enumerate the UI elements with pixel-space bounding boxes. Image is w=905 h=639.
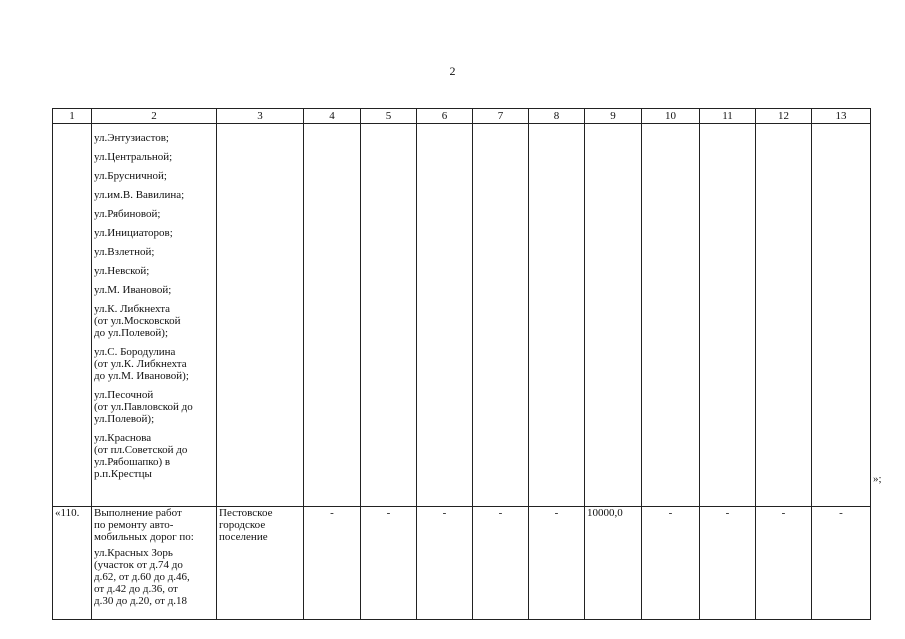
column-header-6: 6	[417, 109, 473, 124]
page-number: 2	[449, 64, 456, 78]
table-cell	[304, 124, 361, 507]
column-header-5: 5	[361, 109, 417, 124]
street-item: ул.Рябиновой;	[94, 208, 161, 220]
table-cell	[700, 124, 756, 507]
table-row	[53, 124, 871, 507]
value-cell: -	[756, 507, 812, 620]
street-item: ул.М. Ивановой;	[94, 284, 172, 296]
table-cell	[417, 124, 473, 507]
table-cell	[756, 124, 812, 507]
value-cell: -	[642, 507, 700, 620]
program-table	[52, 108, 871, 620]
row-number-cell	[53, 124, 92, 507]
work-detail: ул.Красных Зорь (участок от д.74 до д.62, от д.60 до д.46, от д.42 до д.36, от д.30 до д.20, от д.18	[94, 547, 190, 607]
column-number-row	[53, 109, 871, 124]
street-item: ул.Центральной;	[94, 151, 173, 163]
value-cell: -	[700, 507, 756, 620]
column-header-11: 11	[700, 109, 756, 124]
value-cell: -	[812, 507, 871, 620]
amount-cell: 10000,0	[585, 507, 642, 620]
street-item: ул.Инициаторов;	[94, 227, 173, 239]
value-cell: -	[361, 507, 417, 620]
column-header-12: 12	[756, 109, 812, 124]
street-list-cell	[92, 124, 217, 507]
work-description-cell	[92, 507, 217, 620]
column-header-13: 13	[812, 109, 871, 124]
table-cell	[812, 124, 871, 507]
closing-quote-mark: »;	[873, 473, 882, 485]
street-item: ул.Энтузиастов;	[94, 132, 169, 144]
table-cell	[585, 124, 642, 507]
executor-cell: Пестовское городское поселение	[217, 507, 304, 620]
column-header-8: 8	[529, 109, 585, 124]
value-cell: -	[529, 507, 585, 620]
column-header-9: 9	[585, 109, 642, 124]
table-row	[53, 507, 871, 620]
street-item: ул.С. Бородулина (от ул.К. Либкнехта до ул.М. Ивановой);	[94, 346, 189, 382]
row-number-cell: «110.	[53, 507, 92, 620]
street-item: ул.Песочной (от ул.Павловской до ул.Полевой);	[94, 389, 193, 425]
value-cell: -	[417, 507, 473, 620]
column-header-3: 3	[217, 109, 304, 124]
street-item: ул.Взлетной;	[94, 246, 155, 258]
column-header-7: 7	[473, 109, 529, 124]
column-header-2: 2	[92, 109, 217, 124]
value-cell: -	[304, 507, 361, 620]
executor-cell	[217, 124, 304, 507]
column-header-1: 1	[53, 109, 92, 124]
column-header-10: 10	[642, 109, 700, 124]
value-cell: -	[473, 507, 529, 620]
column-header-4: 4	[304, 109, 361, 124]
table-cell	[642, 124, 700, 507]
street-item: ул.Краснова (от пл.Советской до ул.Рябошапко) в р.п.Крестцы	[94, 432, 188, 480]
street-item: ул.Брусничной;	[94, 170, 167, 182]
street-item: ул.им.В. Вавилина;	[94, 189, 185, 201]
table-cell	[361, 124, 417, 507]
table-cell	[529, 124, 585, 507]
street-item: ул.Невской;	[94, 265, 150, 277]
street-item: ул.К. Либкнехта (от ул.Московской до ул.Полевой);	[94, 303, 181, 339]
work-title: Выполнение работ по ремонту авто- мобильных дорог по:	[94, 507, 194, 543]
table-cell	[473, 124, 529, 507]
